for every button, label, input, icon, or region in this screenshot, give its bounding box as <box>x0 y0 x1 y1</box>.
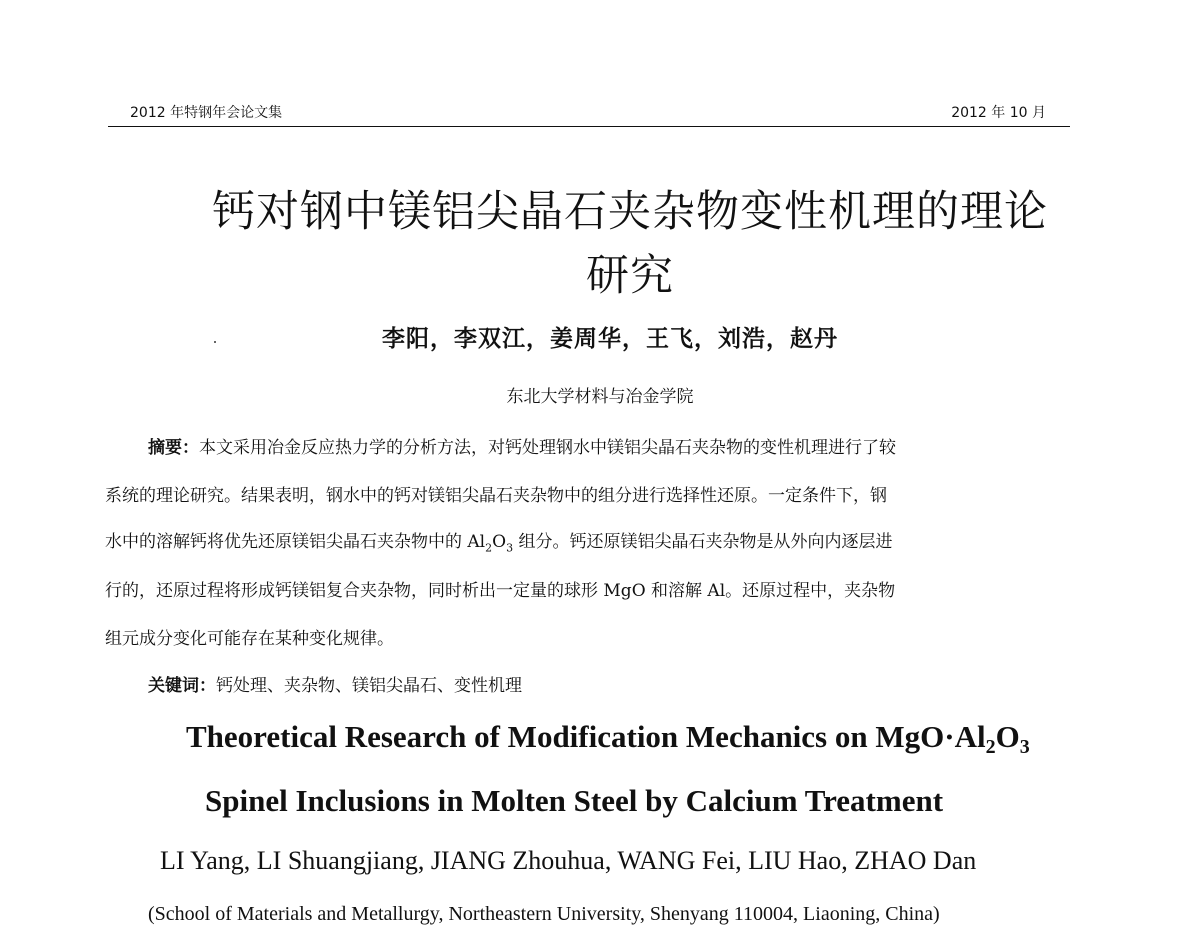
title-en-sub-2: 2 <box>985 736 996 758</box>
abstract-text-3a: 水中的溶解钙将优先还原镁铝尖晶石夹杂物中的 Al <box>105 532 486 552</box>
authors-cn: 李阳，李双江，姜周华，王飞，刘浩，赵丹 <box>382 326 838 352</box>
header-date: 2012 年 10 月 <box>951 105 1046 121</box>
abstract-text-3b: O <box>492 532 507 552</box>
header-proceedings-title: 2012 年特钢年会论文集 <box>130 105 283 121</box>
keywords-text: 钙处理、夹杂物、镁铝尖晶石、变性机理 <box>216 676 522 696</box>
title-en-text-1b: O <box>995 719 1020 754</box>
abstract-line-5: 组元成分变化可能存在某种变化规律。 <box>105 629 394 649</box>
abstract-line-3 <box>105 527 892 554</box>
abstract-line-1 <box>148 433 896 458</box>
running-header <box>108 100 1070 127</box>
title-en-text-1a: Theoretical Research of Modification Mechanics on MgO·Al <box>186 719 986 754</box>
abstract-line-4: 行的，还原过程将形成钙镁铝复合夹杂物，同时析出一定量的球形 MgO 和溶解 Al。还原过程中，夹杂物 <box>105 581 896 601</box>
abstract-text-3c: 组分。钙还原镁铝尖晶石夹杂物是从外向内逐层进 <box>513 532 893 552</box>
abstract-label: 摘要： <box>148 438 199 458</box>
abstract-text-1: 本文采用冶金反应热力学的分析方法，对钙处理钢水中镁铝尖晶石夹杂物的变性机理进行了较 <box>199 438 896 458</box>
affiliation-en: (School of Materials and Metallurgy, Northeastern University, Shenyang 110004, Liaoning, China) <box>148 903 940 925</box>
abstract-sub-3: 3 <box>506 541 514 555</box>
abstract-sub-2: 2 <box>485 541 493 555</box>
abstract-line-2: 系统的理论研究。结果表明，钢水中的钙对镁铝尖晶石夹杂物中的组分进行选择性还原。一定条件下，钢 <box>105 486 887 506</box>
title-en-sub-3: 3 <box>1019 736 1030 758</box>
affiliation-cn: 东北大学材料与冶金学院 <box>506 387 694 407</box>
title-cn-line1: 钙对钢中镁铝尖晶石夹杂物变性机理的理论 <box>212 187 1048 237</box>
keywords-label: 关键词： <box>148 676 216 696</box>
title-cn-line2: 研究 <box>586 251 674 301</box>
keywords-line <box>148 671 522 696</box>
title-en-line1 <box>186 719 1030 759</box>
authors-en: LI Yang, LI Shuangjiang, JIANG Zhouhua, WANG Fei, LIU Hao, ZHAO Dan <box>160 846 977 875</box>
title-en-line2: Spinel Inclusions in Molten Steel by Calcium Treatment <box>205 783 944 818</box>
